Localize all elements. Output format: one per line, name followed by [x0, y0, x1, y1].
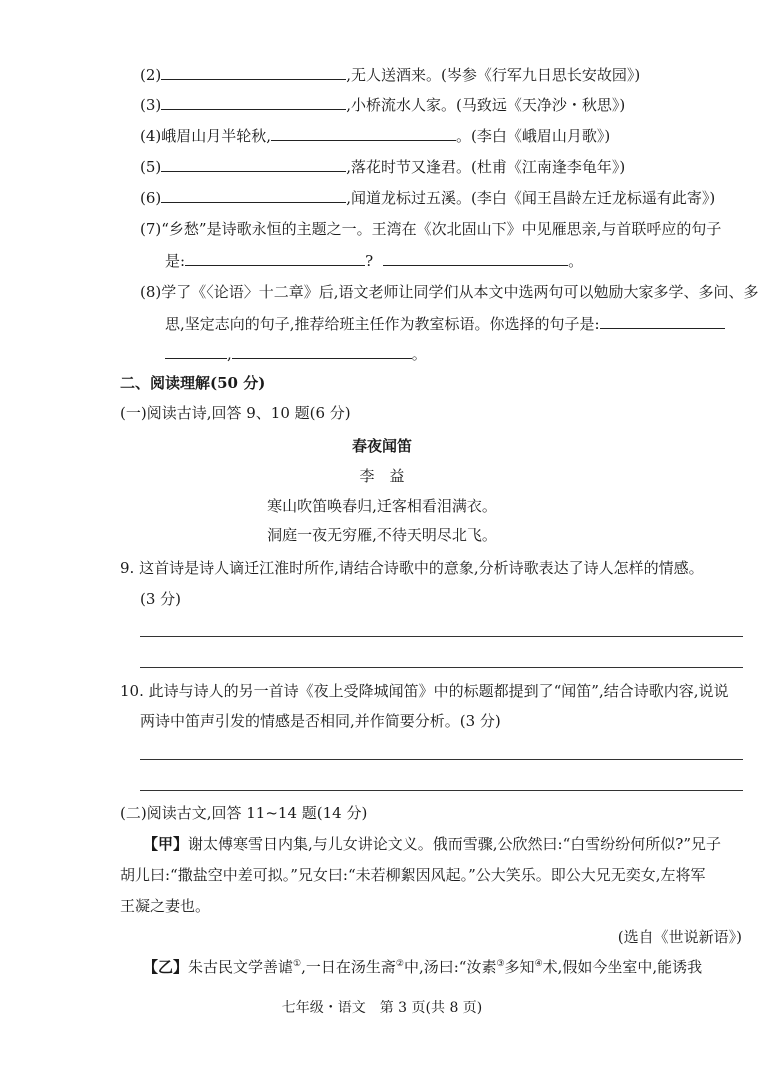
passage-source: (选自《世说新语》) [617, 928, 742, 946]
question-text: ,落花时节又逢君。(杜甫《江南逢李龟年》) [346, 158, 626, 176]
question-7-line2 [165, 250, 583, 271]
passage-text: 中,汤曰:“汝素 [403, 958, 497, 976]
passage-text: 朱古民文学善谑 [188, 958, 294, 976]
answer-blank[interactable] [185, 250, 365, 266]
question-8-line3 [165, 343, 427, 364]
subsection-heading: (二)阅读古文,回答 11~14 题(14 分) [120, 804, 368, 822]
question-number: (6) [140, 189, 162, 207]
fill-blank-5 [140, 156, 625, 177]
question-text: 思,坚定志向的句子,推荐给班主任作为教室标语。你选择的句子是: [165, 315, 600, 333]
answer-blank[interactable] [161, 156, 346, 172]
footnote-marker: ② [395, 959, 404, 969]
fill-blank-4 [140, 125, 610, 146]
passage-text: 术,假如今坐室中,能诱我 [542, 958, 703, 976]
poem-title: 春夜闻笛 [351, 437, 412, 455]
question-7-line1: (7)“乡愁”是诗歌永恒的主题之一。王湾在《次北固山下》中见雁思亲,与首联呼应的句子 [140, 220, 722, 238]
question-9-line2: (3 分) [140, 590, 182, 608]
question-text: ? [365, 252, 374, 270]
answer-blank[interactable] [161, 64, 346, 80]
footnote-marker: ③ [496, 959, 505, 969]
question-text: 是: [165, 252, 186, 270]
question-text: ,无人送酒来。(岑参《行军九日思长安故园》) [346, 66, 641, 84]
question-number: (5) [140, 158, 162, 176]
answer-blank[interactable] [232, 343, 412, 359]
answer-blank[interactable] [165, 343, 227, 359]
question-8-line2 [165, 313, 725, 334]
answer-line[interactable] [140, 667, 743, 668]
passage-text: 谢太傅寒雪日内集,与儿女讲论文义。俄而雪骤,公欣然曰:“白雪纷纷何所似?”兄子 [188, 835, 721, 853]
poem-line: 寒山吹笛唤春归,迁客相看泪满衣。 [267, 497, 497, 515]
question-10-line1: 10. 此诗与诗人的另一首诗《夜上受降城闻笛》中的标题都提到了“闻笛”,结合诗歌内容,说说 [120, 682, 729, 700]
passage-tag: 【乙】 [143, 958, 189, 976]
question-text: 。 [568, 252, 584, 270]
question-8-line1: (8)学了《〈论语〉十二章》后,语文老师让同学们从本文中选两句可以勉励大家多学、多问、多 [140, 283, 759, 301]
answer-line[interactable] [140, 636, 743, 637]
section-heading: 二、阅读理解(50 分) [120, 374, 266, 392]
question-text: 。 [411, 345, 427, 363]
question-text: ,小桥流水人家。(马致远《天净沙・秋思》) [346, 96, 626, 114]
answer-blank[interactable] [161, 94, 346, 110]
question-text: , [227, 345, 232, 363]
answer-blank[interactable] [161, 187, 346, 203]
question-10-line2: 两诗中笛声引发的情感是否相同,并作简要分析。(3 分) [140, 712, 501, 730]
poem-line: 洞庭一夜无穷雁,不待天明尽北飞。 [267, 526, 497, 544]
answer-blank[interactable] [271, 125, 456, 141]
subsection-heading: (一)阅读古诗,回答 9、10 题(6 分) [120, 404, 351, 422]
fill-blank-6 [140, 187, 715, 208]
footnote-marker: ④ [534, 959, 543, 969]
passage-text: 多知 [504, 958, 535, 976]
page-footer: 七年级・语文 第 3 页(共 8 页) [281, 1000, 483, 1016]
footnote-marker: ① [293, 959, 302, 969]
question-9-line1: 9. 这首诗是诗人谪迁江淮时所作,请结合诗歌中的意象,分析诗歌表达了诗人怎样的情感。 [120, 559, 704, 577]
fill-blank-2 [140, 64, 640, 85]
answer-line[interactable] [140, 790, 743, 791]
passage-jia-line3: 王凝之妻也。 [120, 897, 211, 915]
passage-jia-line1 [143, 834, 721, 854]
answer-blank[interactable] [383, 250, 568, 266]
answer-line[interactable] [140, 759, 743, 760]
passage-text: ,一日在汤生斋 [301, 958, 396, 976]
question-number: (4) [140, 127, 162, 145]
question-number: (2) [140, 66, 162, 84]
answer-blank[interactable] [600, 313, 725, 329]
question-text: 。(李白《峨眉山月歌》) [456, 127, 611, 145]
passage-yi-line1 [143, 957, 702, 977]
question-text: ,闻道龙标过五溪。(李白《闻王昌龄左迁龙标遥有此寄》) [346, 189, 716, 207]
poem-author: 李 益 [359, 467, 405, 485]
question-number: (3) [140, 96, 162, 114]
passage-tag: 【甲】 [143, 835, 189, 853]
question-text: 峨眉山月半轮秋, [161, 127, 272, 145]
fill-blank-3 [140, 94, 625, 115]
passage-jia-line2: 胡儿曰:“撒盐空中差可拟。”兄女曰:“未若柳絮因风起。”公大笑乐。即公大兄无奕女,左将军 [120, 866, 706, 884]
